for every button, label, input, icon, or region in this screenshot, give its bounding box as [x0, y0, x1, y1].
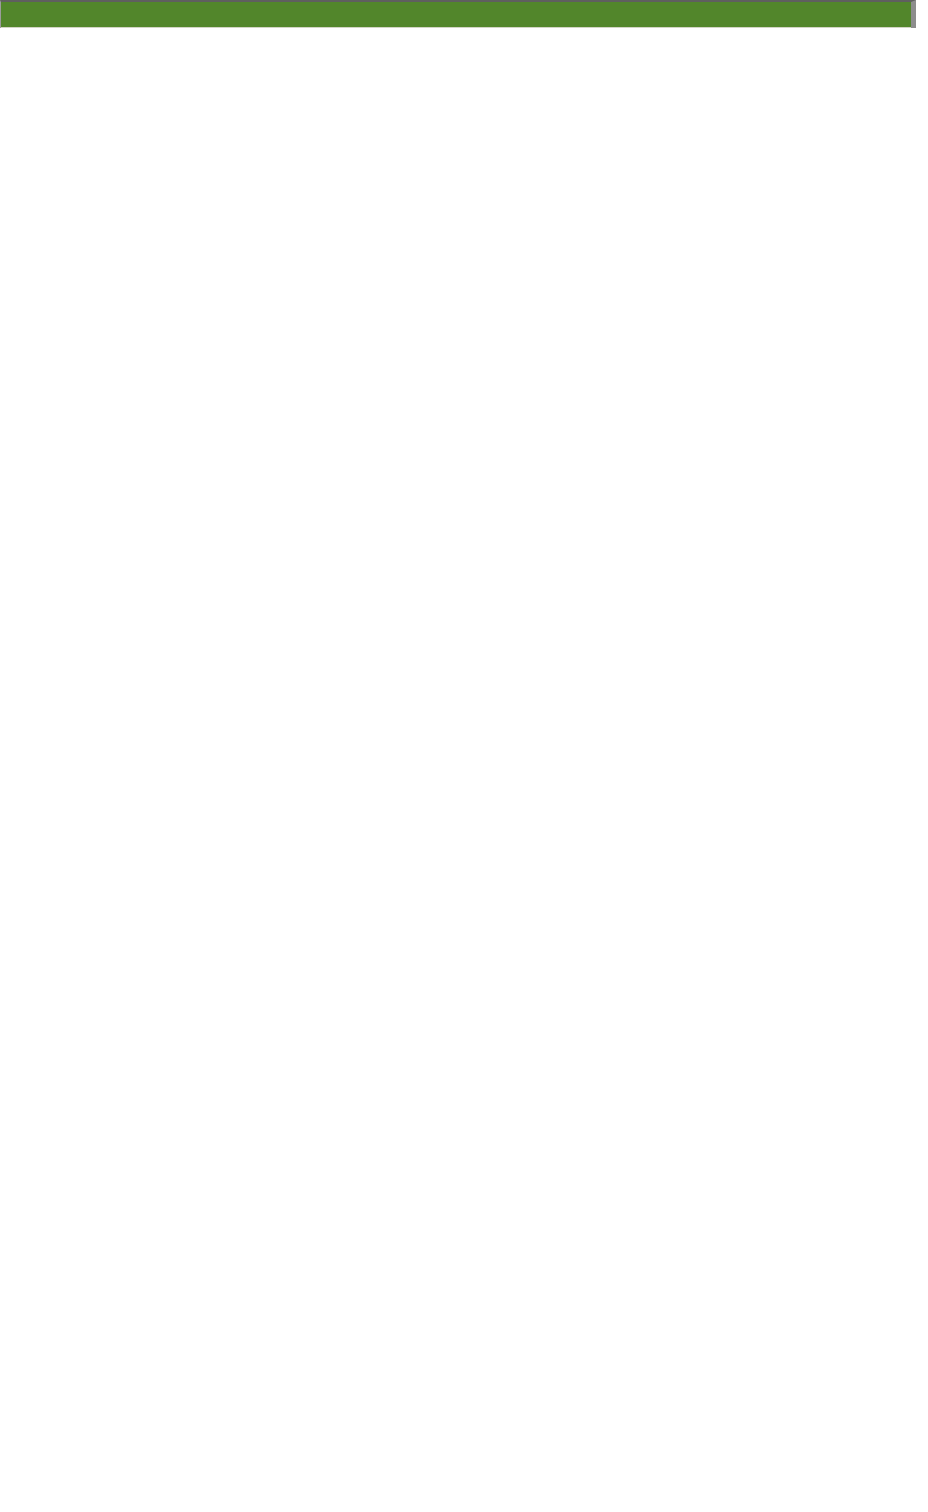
stitch-seam [0, 898, 928, 908]
app-window-frame [0, 0, 916, 28]
page-title [1, 2, 911, 28]
screenshot-bottom-part [12, 908, 910, 1512]
